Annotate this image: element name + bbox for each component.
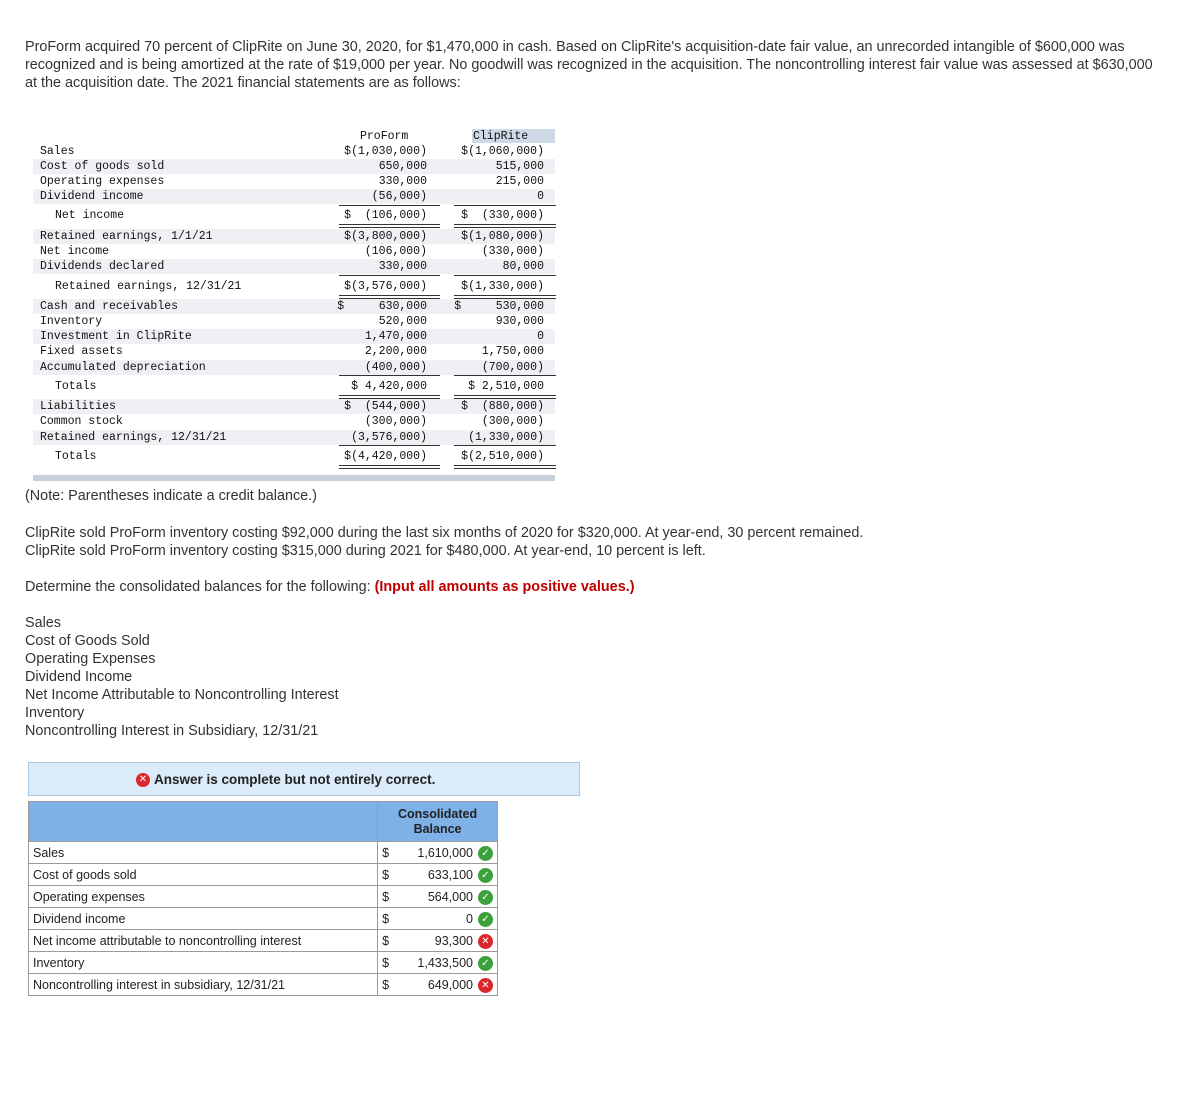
- proform-value: (56,000): [371, 190, 427, 203]
- answer-cell-nci-balance[interactable]: [378, 974, 498, 996]
- problem-intro: ProForm acquired 70 percent of ClipRite on June 30, 2020, for $1,470,000 in cash. Based on ClipRite's acquisition-date fair value, an unrecorded intangible of $600,000 was recognized and is being amortized at the rate of $19,000 per year. No goodwill was recognized in the acquisition. The noncontrolling interest fair value was assessed at $630,000 at the acquisition date. The 2021 financial statements are as follows:: [25, 39, 1153, 91]
- row-label: Cash and receivables: [40, 300, 179, 313]
- proform-value: 1,470,000: [364, 330, 427, 343]
- currency-symbol: $: [382, 934, 390, 948]
- statement-row: [33, 399, 555, 414]
- cliprite-value: (700,000): [481, 361, 544, 374]
- table-bottom-bar: [33, 475, 555, 481]
- table-header-row: [33, 129, 555, 144]
- answer-value[interactable]: 0: [466, 912, 473, 926]
- statement-row: [33, 189, 555, 204]
- credit-note: (Note: Parentheses indicate a credit balance.): [25, 488, 317, 504]
- proform-value: (3,576,000): [351, 431, 427, 444]
- statement-row: [33, 449, 555, 464]
- answer-cell-cogs[interactable]: [378, 864, 498, 886]
- cliprite-value: $ (880,000): [461, 400, 544, 413]
- row-label: Totals: [55, 450, 97, 463]
- table-row: [29, 930, 498, 952]
- row-label: Liabilities: [40, 400, 116, 413]
- currency-symbol: $: [382, 956, 390, 970]
- check-icon: ✓: [478, 868, 493, 883]
- proform-value: $(1,030,000): [344, 145, 427, 158]
- cliprite-value: 215,000: [495, 175, 544, 188]
- row-label: Sales: [29, 842, 378, 864]
- statement-row: [33, 299, 555, 314]
- list-item: Inventory: [25, 705, 85, 721]
- currency-symbol: $: [382, 868, 390, 882]
- row-label: Retained earnings, 12/31/21: [40, 431, 227, 444]
- row-label: Cost of goods sold: [29, 864, 378, 886]
- answer-value[interactable]: 649,000: [427, 978, 473, 992]
- error-x-icon: ✕: [136, 773, 150, 787]
- proform-value: 650,000: [378, 160, 427, 173]
- row-label: Retained earnings, 12/31/21: [55, 280, 242, 293]
- table-row: [29, 886, 498, 908]
- proform-value: (400,000): [364, 361, 427, 374]
- total-double-rule: [454, 465, 556, 469]
- answer-table-header: [29, 802, 498, 842]
- incorrect-x-icon: ✕: [478, 934, 493, 949]
- total-double-rule: [339, 465, 440, 469]
- check-icon: ✓: [478, 846, 493, 861]
- incorrect-x-icon: ✕: [478, 978, 493, 993]
- table-row: [29, 952, 498, 974]
- row-label: Net income: [55, 209, 125, 222]
- list-item: Dividend Income: [25, 669, 133, 685]
- statement-row: [33, 174, 555, 189]
- statement-row: [33, 244, 555, 259]
- header-blank-cell: [29, 802, 378, 842]
- answer-table: [28, 801, 498, 996]
- table-row: [29, 908, 498, 930]
- cliprite-value: (330,000): [481, 245, 544, 258]
- cliprite-value: $(1,330,000): [461, 280, 544, 293]
- proform-value: $ 630,000: [337, 300, 427, 313]
- statement-row: [33, 229, 555, 244]
- check-icon: ✓: [478, 890, 493, 905]
- subtotal-rule: [454, 205, 556, 206]
- statement-row: [33, 344, 555, 359]
- answer-cell-nci-net-income[interactable]: [378, 930, 498, 952]
- cliprite-value: 930,000: [495, 315, 544, 328]
- subtotal-rule: [339, 275, 440, 276]
- list-item: Operating Expenses: [25, 651, 156, 667]
- statement-row: [33, 259, 555, 274]
- instruction-text: Determine the consolidated balances for the following:: [25, 579, 371, 595]
- table-row: [29, 864, 498, 886]
- cliprite-value: $(1,080,000): [461, 230, 544, 243]
- cliprite-value: $(1,060,000): [461, 145, 544, 158]
- column-header-cliprite: ClipRite: [473, 130, 529, 143]
- statement-row: [33, 414, 555, 429]
- cliprite-value: $(2,510,000): [461, 450, 544, 463]
- answer-value[interactable]: 1,610,000: [417, 846, 473, 860]
- proform-value: (106,000): [364, 245, 427, 258]
- answer-status-text: Answer is complete but not entirely correct.: [154, 772, 436, 787]
- subtotal-rule: [339, 375, 440, 376]
- list-item: Cost of Goods Sold: [25, 633, 150, 649]
- proform-value: $(3,576,000): [344, 280, 427, 293]
- row-label: Inventory: [40, 315, 103, 328]
- proform-value: 520,000: [378, 315, 427, 328]
- header-consolidated-balance: [378, 802, 498, 842]
- cliprite-value: (1,330,000): [468, 431, 544, 444]
- subtotal-rule: [454, 445, 556, 446]
- row-label: Inventory: [29, 952, 378, 974]
- header-line-2: Balance: [413, 821, 462, 836]
- subtotal-rule: [454, 275, 556, 276]
- row-label: Common stock: [40, 415, 123, 428]
- row-label: Retained earnings, 1/1/21: [40, 230, 213, 243]
- answer-value[interactable]: 93,300: [434, 934, 473, 948]
- cliprite-value: 80,000: [502, 260, 544, 273]
- row-label: Operating expenses: [29, 886, 378, 908]
- row-label: Cost of goods sold: [40, 160, 165, 173]
- statement-row: [33, 208, 555, 223]
- list-item: Noncontrolling Interest in Subsidiary, 12/31/21: [25, 723, 319, 739]
- row-label: Totals: [55, 380, 97, 393]
- answer-cell-operating-expenses[interactable]: [378, 886, 498, 908]
- required-items-list: [25, 614, 339, 740]
- cliprite-value: 0: [537, 330, 544, 343]
- proform-value: $ (544,000): [344, 400, 427, 413]
- column-header-proform: ProForm: [360, 130, 409, 143]
- cliprite-value: $ 2,510,000: [468, 380, 544, 393]
- proform-value: $(4,420,000): [344, 450, 427, 463]
- currency-symbol: $: [382, 890, 390, 904]
- statement-row: [33, 329, 555, 344]
- answer-value[interactable]: 1,433,500: [417, 956, 473, 970]
- proform-value: 330,000: [378, 260, 427, 273]
- statement-row: [33, 430, 555, 445]
- row-label: Net income: [40, 245, 110, 258]
- answer-value[interactable]: 633,100: [427, 868, 473, 882]
- statement-row: [33, 279, 555, 294]
- answer-value[interactable]: 564,000: [427, 890, 473, 904]
- statement-row: [33, 379, 555, 394]
- list-item: Net Income Attributable to Noncontrolling Interest: [25, 687, 339, 703]
- cliprite-value: $ 530,000: [454, 300, 544, 313]
- row-label: Investment in ClipRite: [40, 330, 192, 343]
- check-icon: ✓: [478, 956, 493, 971]
- instruction-emphasis: (Input all amounts as positive values.): [374, 579, 635, 595]
- instruction: [25, 578, 634, 596]
- answer-status-banner: [28, 762, 580, 796]
- currency-symbol: $: [382, 978, 390, 992]
- table-row: [29, 842, 498, 864]
- row-label: Dividends declared: [40, 260, 165, 273]
- row-label: Net income attributable to noncontrolling interest: [29, 930, 378, 952]
- proform-value: (300,000): [364, 415, 427, 428]
- row-label: Dividend income: [29, 908, 378, 930]
- statement-row: [33, 159, 555, 174]
- cliprite-value: 1,750,000: [481, 345, 544, 358]
- subtotal-rule: [454, 375, 556, 376]
- proform-value: 2,200,000: [364, 345, 427, 358]
- financial-statements-table: [33, 129, 555, 481]
- cliprite-value: 0: [537, 190, 544, 203]
- statement-row: [33, 314, 555, 329]
- proform-value: 330,000: [378, 175, 427, 188]
- answer-cell-dividend-income[interactable]: [378, 908, 498, 930]
- cliprite-value: $ (330,000): [461, 209, 544, 222]
- currency-symbol: $: [382, 846, 390, 860]
- header-line-1: Consolidated: [397, 806, 478, 821]
- subtotal-rule: [339, 445, 440, 446]
- row-label: Dividend income: [40, 190, 144, 203]
- statement-row: [33, 144, 555, 159]
- row-label: Accumulated depreciation: [40, 361, 206, 374]
- row-label: Sales: [40, 145, 75, 158]
- cliprite-value: (300,000): [481, 415, 544, 428]
- check-icon: ✓: [478, 912, 493, 927]
- inventory-transfer-2021: ClipRite sold ProForm inventory costing $315,000 during 2021 for $480,000. At year-end, 10 percent is left.: [25, 543, 706, 559]
- subtotal-rule: [339, 205, 440, 206]
- row-label: Fixed assets: [40, 345, 123, 358]
- row-label: Operating expenses: [40, 175, 165, 188]
- currency-symbol: $: [382, 912, 390, 926]
- statement-row: [33, 360, 555, 375]
- row-label: Noncontrolling interest in subsidiary, 12/31/21: [29, 974, 378, 996]
- total-double-rule: [339, 224, 440, 228]
- proform-value: $ 4,420,000: [351, 380, 427, 393]
- answer-cell-sales[interactable]: [378, 842, 498, 864]
- proform-value: $ (106,000): [344, 209, 427, 222]
- answer-cell-inventory[interactable]: [378, 952, 498, 974]
- proform-value: $(3,800,000): [344, 230, 427, 243]
- table-row: [29, 974, 498, 996]
- inventory-transfer-2020: ClipRite sold ProForm inventory costing $92,000 during the last six months of 2020 for $320,000. At year-end, 30 percent remained.: [25, 525, 864, 541]
- total-double-rule: [454, 224, 556, 228]
- cliprite-value: 515,000: [495, 160, 544, 173]
- list-item: Sales: [25, 615, 61, 631]
